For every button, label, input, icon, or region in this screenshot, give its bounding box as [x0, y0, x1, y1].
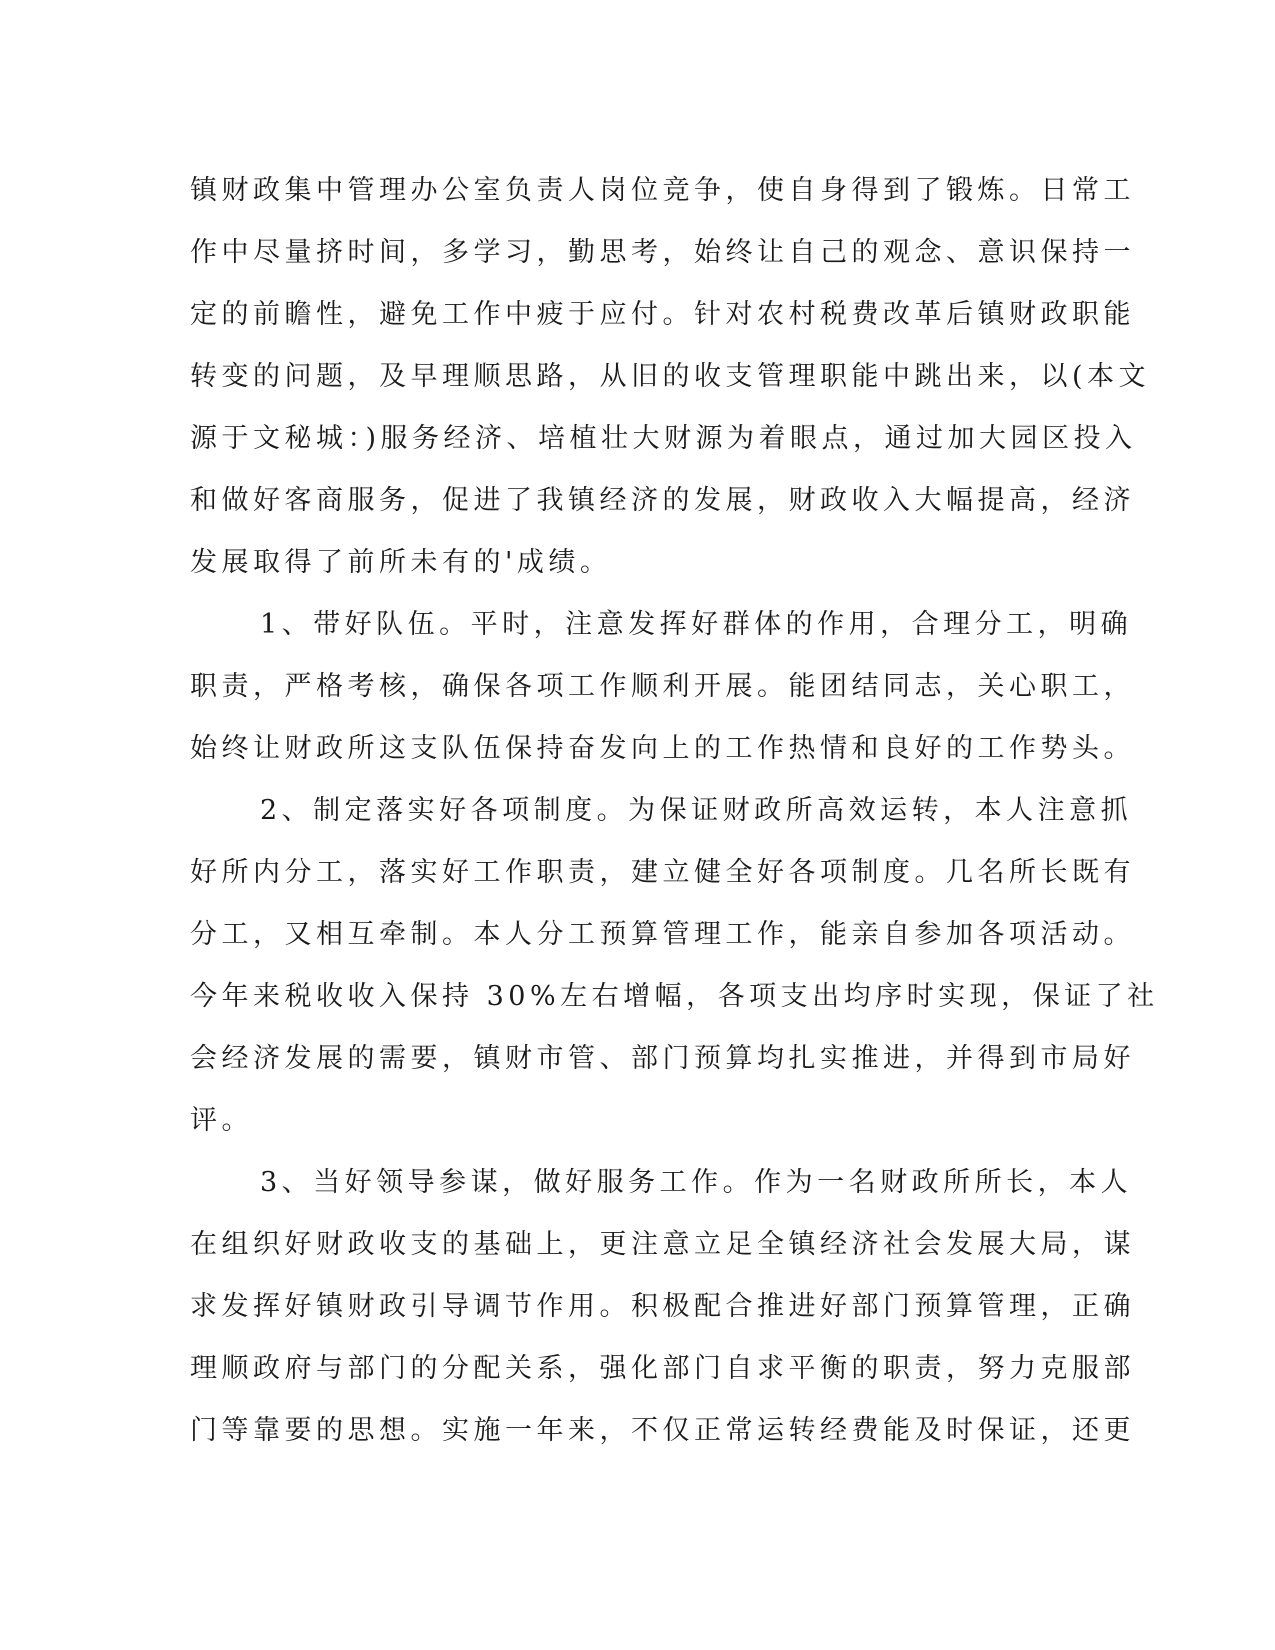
text-line: 3、当好领导参谋，做好服务工作。作为一名财政所所长，本人	[260, 1167, 1133, 1198]
text-line: 求发挥好镇财政引导调节作用。积极配合推进好部门预算管理，正确	[190, 1291, 1135, 1322]
text-line: 评。	[190, 1105, 253, 1136]
text-line: 今年来税收收入保持 30%左右增幅，各项支出均序时实现，保证了社	[190, 981, 1159, 1012]
text-line: 2、制定落实好各项制度。为保证财政所高效运转，本人注意抓	[260, 795, 1133, 826]
text-line: 转变的问题，及早理顺思路，从旧的收支管理职能中跳出来，以(本文	[190, 361, 1151, 392]
paragraph-intro	[190, 160, 1151, 594]
text-line: 和做好客商服务，促进了我镇经济的发展，财政收入大幅提高，经济	[190, 485, 1135, 516]
text-line: 好所内分工，落实好工作职责，建立健全好各项制度。几名所长既有	[190, 857, 1135, 888]
text-line: 在组织好财政收支的基础上，更注意立足全镇经济社会发展大局，谋	[190, 1229, 1135, 1260]
text-line: 分工，又相互牵制。本人分工预算管理工作，能亲自参加各项活动。	[190, 919, 1135, 950]
text-line: 发展取得了前所未有的'成绩。	[190, 547, 612, 578]
text-line: 会经济发展的需要，镇财市管、部门预算均扎实推进，并得到市局好	[190, 1043, 1135, 1074]
text-line: 1、带好队伍。平时，注意发挥好群体的作用，合理分工，明确	[260, 609, 1133, 640]
text-line: 始终让财政所这支队伍保持奋发向上的工作热情和良好的工作势头。	[190, 733, 1135, 764]
text-line: 理顺政府与部门的分配关系，强化部门自求平衡的职责，努力克服部	[190, 1353, 1135, 1384]
text-line: 定的前瞻性，避免工作中疲于应付。针对农村税费改革后镇财政职能	[190, 299, 1135, 330]
text-line: 门等靠要的思想。实施一年来，不仅正常运转经费能及时保证，还更	[190, 1415, 1135, 1446]
text-line: 源于文秘城：)服务经济、培植壮大财源为着眼点，通过加大园区投入	[190, 423, 1137, 454]
text-line: 作中尽量挤时间，多学习，勤思考，始终让自己的观念、意识保持一	[190, 237, 1135, 268]
text-line: 职责，严格考核，确保各项工作顺利开展。能团结同志，关心职工，	[190, 671, 1135, 702]
paragraph-item-1	[190, 594, 1135, 780]
document-body	[190, 160, 1159, 1462]
paragraph-item-2	[190, 780, 1159, 1152]
text-line: 镇财政集中管理办公室负责人岗位竞争，使自身得到了锻炼。日常工	[190, 175, 1135, 206]
paragraph-item-3	[190, 1152, 1135, 1462]
